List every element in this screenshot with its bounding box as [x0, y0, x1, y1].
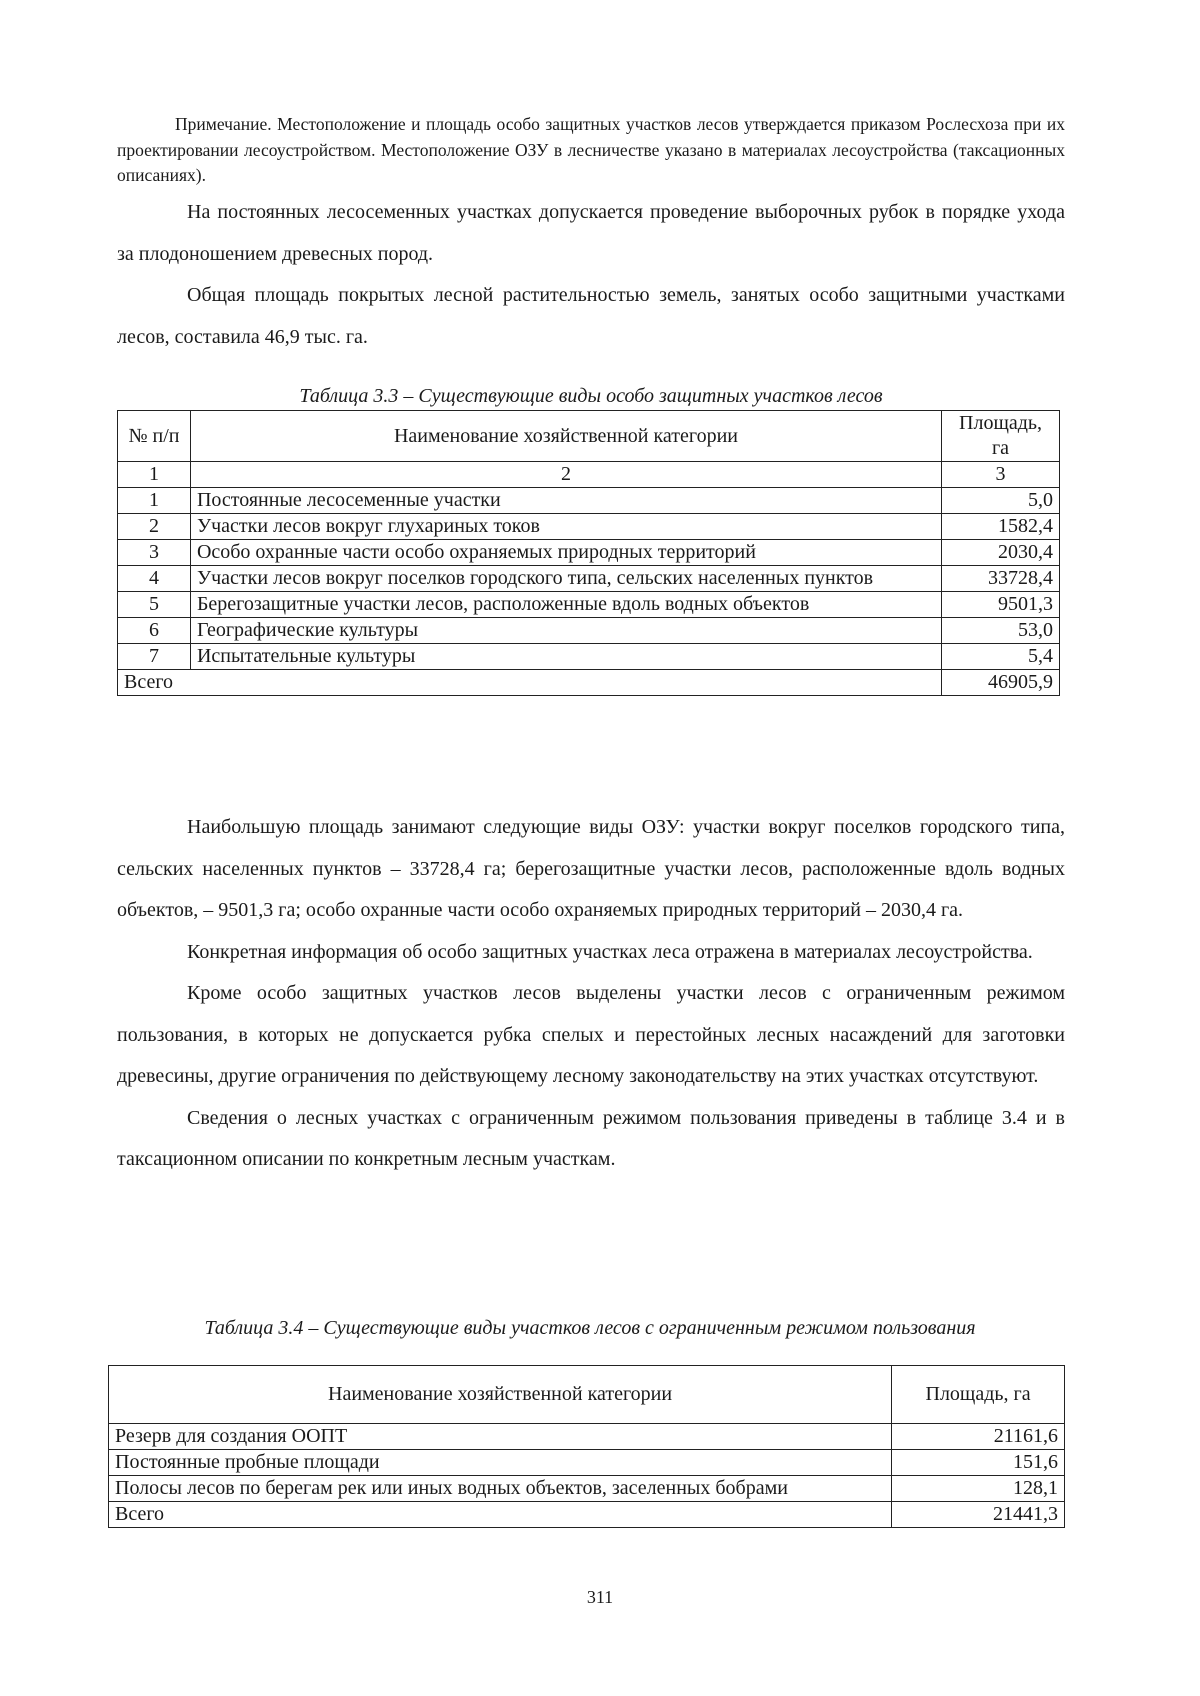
table-total-row	[109, 1502, 1065, 1528]
row-category: Постоянные лесосеменные участки	[190, 488, 941, 514]
table-total-row	[118, 670, 1060, 696]
row-area: 128,1	[892, 1476, 1065, 1502]
paragraph: Конкретная информация об особо защитных участках леса отражена в материалах лесоустройства.	[187, 940, 1033, 963]
row-category: Берегозащитные участки лесов, расположенные вдоль водных объектов	[190, 592, 941, 618]
table-row	[118, 540, 1060, 566]
table-row	[109, 1476, 1065, 1502]
table-row	[109, 1450, 1065, 1476]
row-number: 5	[118, 592, 191, 618]
row-category: Участки лесов вокруг глухариных токов	[190, 514, 941, 540]
table-row	[118, 488, 1060, 514]
paragraph: Общая площадь покрытых лесной растительностью земель, занятых особо защитными участками лесов, составила 46,9 тыс. га.	[117, 284, 1065, 348]
row-number: 1	[118, 488, 191, 514]
table-3-4	[108, 1365, 1065, 1528]
row-category: Резерв для создания ООПТ	[109, 1424, 892, 1450]
row-area: 9501,3	[942, 592, 1060, 618]
table-note	[117, 112, 1065, 189]
row-area: 151,6	[892, 1450, 1065, 1476]
paragraph: Наибольшую площадь занимают следующие виды ОЗУ: участки вокруг поселков городского типа, сельских населенных пунктов – 33728,4 га; берегозащитные участки лесов, расположенные вдоль водных объектов, – 9501,3 га; особо охранные части особо охраняемых природных территорий – 2030,4 га.	[117, 816, 1065, 921]
paragraph-block-2	[117, 807, 1065, 1181]
header-cell: Площадь, га	[892, 1366, 1065, 1424]
row-number: 7	[118, 644, 191, 670]
numbering-cell: 1	[118, 462, 191, 488]
total-label: Всего	[109, 1502, 892, 1528]
header-cell: Наименование хозяйственной категории	[190, 411, 941, 462]
paragraph: На постоянных лесосеменных участках допускается проведение выборочных рубок в порядке ухода за плодоношением древесных пород.	[117, 201, 1065, 265]
row-category: Особо охранные части особо охраняемых природных территорий	[190, 540, 941, 566]
total-area: 21441,3	[892, 1502, 1065, 1528]
table-header-row	[118, 411, 1060, 462]
numbering-cell: 2	[190, 462, 941, 488]
row-category: Испытательные культуры	[190, 644, 941, 670]
row-area: 2030,4	[942, 540, 1060, 566]
paragraph: Сведения о лесных участках с ограниченным режимом пользования приведены в таблице 3.4 и в таксационном описании по конкретным лесным участкам.	[117, 1106, 1065, 1170]
row-area: 33728,4	[942, 566, 1060, 592]
table-3-4-caption: Таблица 3.4 – Существующие виды участков лесов с ограниченным режимом пользования	[204, 1317, 976, 1339]
header-cell: Наименование хозяйственной категории	[109, 1366, 892, 1424]
table-row	[118, 618, 1060, 644]
column-numbering-row	[118, 462, 1060, 488]
row-number: 4	[118, 566, 191, 592]
row-area: 21161,6	[892, 1424, 1065, 1450]
total-label: Всего	[118, 670, 942, 696]
paragraph: Кроме особо защитных участков лесов выделены участки лесов с ограниченным режимом пользования, в которых не допускается рубка спелых и перестойных лесных насаждений для заготовки древесины, другие ограничения по действующему лесному законодательству на этих участках отсутствуют.	[117, 982, 1065, 1087]
table-row	[118, 644, 1060, 670]
table-row	[109, 1424, 1065, 1450]
note-text: Примечание. Местоположение и площадь особо защитных участков лесов утверждается приказом Рослесхоза при их проектировании лесоустройством. Местоположение ОЗУ в лесничестве указано в материалах лесоустройства (таксационных описаниях).	[117, 114, 1065, 185]
header-cell: Площадь, га	[942, 411, 1060, 462]
row-area: 1582,4	[942, 514, 1060, 540]
table-3-3-caption: Таблица 3.3 – Существующие виды особо защитных участков лесов	[299, 385, 883, 407]
row-number: 3	[118, 540, 191, 566]
header-cell: № п/п	[118, 411, 191, 462]
table-header-row	[109, 1366, 1065, 1424]
row-number: 6	[118, 618, 191, 644]
row-area: 5,0	[942, 488, 1060, 514]
row-category: Постоянные пробные площади	[109, 1450, 892, 1476]
table-row	[118, 514, 1060, 540]
table-row	[118, 566, 1060, 592]
row-number: 2	[118, 514, 191, 540]
table-3-3	[117, 410, 1060, 696]
row-category: Полосы лесов по берегам рек или иных водных объектов, заселенных бобрами	[109, 1476, 892, 1502]
table-row	[118, 592, 1060, 618]
row-category: Географические культуры	[190, 618, 941, 644]
row-area: 5,4	[942, 644, 1060, 670]
paragraph-block-1	[117, 192, 1065, 358]
page-number: 311	[586, 1587, 614, 1607]
numbering-cell: 3	[942, 462, 1060, 488]
row-area: 53,0	[942, 618, 1060, 644]
row-category: Участки лесов вокруг поселков городского типа, сельских населенных пунктов	[190, 566, 941, 592]
total-area: 46905,9	[942, 670, 1060, 696]
